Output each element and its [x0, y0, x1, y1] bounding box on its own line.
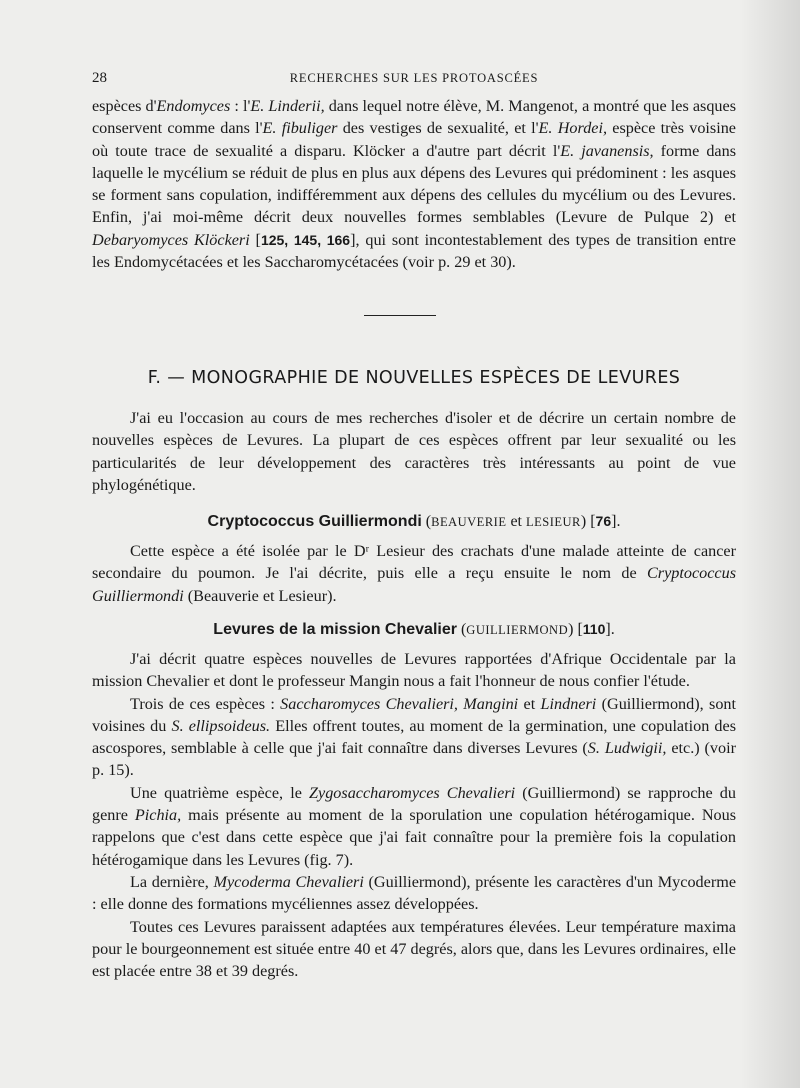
chevalier-paragraph-4 [92, 871, 736, 916]
italic-run: Mycoderma Chevalieri [213, 872, 364, 891]
text-run: forme dans laquelle le mycélium se réduit de plus en plus aux dépens des Levures qui prédominent : les asques se forment sans copulation, indifféremment aux dépens des cellules du mycélium ou des Levures. Enfin, j'ai moi-même décrit deux nouvelles formes semblables (Levure de Pulque 2) et [92, 141, 736, 227]
citation-ref: 76 [595, 513, 612, 529]
separator-rule [364, 315, 436, 316]
citation-ref: 125, 145, 166 [260, 231, 351, 248]
section-intro-text: J'ai eu l'occasion au cours de mes recherches d'isoler et de décrire un certain nombre de nouvelles espèces de Levures. La plupart de ces espèces offrent par leur sexualité ou les particularités de leur développement des caractères très intéressants au point de vue phylogénétique. [92, 409, 736, 494]
chevalier-paragraph-3 [92, 782, 736, 871]
text-run: ]. [611, 513, 621, 530]
chevalier-body [92, 648, 736, 982]
text-run: Cette espèce a été isolée par le Dʳ Lesieur des crachats d'une malade atteinte de cancer secondaire du poumon. Je l'ai décrite, puis elle a reçu ensuite le nom de [92, 542, 736, 583]
text-run: et [506, 513, 526, 530]
page-edge-shadow [740, 0, 800, 1088]
text-run: et [518, 694, 541, 713]
chevalier-paragraph-1: J'ai décrit quatre espèces nouvelles de Levures rapportées d'Afrique Occidentale par la mission Chevalier et dont le professeur Mangin nous a fait l'honneur de nous confier l'étude. [92, 650, 736, 691]
text-run: Une quatrième espèce, le [130, 783, 310, 802]
text-run: Elles offrent toutes, au moment de la germination, une copulation des ascospores, semblable à celle que j'ai fait connaître dans diverses Levures ( [92, 716, 736, 758]
chevalier-paragraph-2 [92, 693, 736, 782]
subheading-chevalier [92, 621, 736, 639]
author-name: GUILLIERMOND [466, 623, 569, 637]
cryptococcus-text [92, 540, 736, 607]
text-run: mais présente au moment de la sporulation une copulation hétérogamique. Nous rappelons que c'est dans cette espèce que j'ai fait connaître pour la première fois la copulation hétérogamique dans les Levures (fig. 7). [92, 806, 736, 869]
text-run: dans lequel notre élève, M. Mangenot, a montré que les asques conservent comme dans l' [92, 97, 736, 138]
text-run: [ [249, 230, 261, 249]
chevalier-paragraph-5: Toutes ces Levures paraissent adaptées aux températures élevées. Leur température maxima pour le bourgeonnement est située entre 40 et 47 degrés, alors que, dans les Levures ordinaires, elle est placée entre 38 et 39 degrés. [92, 917, 736, 981]
italic-run: Debaryomyces Klöckeri [92, 230, 250, 249]
section-title: F. — MONOGRAPHIE DE NOUVELLES ESPÈCES DE LEVURES [147, 368, 681, 388]
text-run: ( [421, 513, 432, 530]
italic-run: S. ellipsoideus. [171, 716, 271, 735]
page-number: 28 [92, 70, 107, 86]
citation-ref: 110 [582, 621, 606, 637]
italic-run: S. Ludwigii, [587, 739, 667, 758]
italic-run: Lindneri [540, 694, 597, 713]
text-run: ) [ [580, 513, 596, 530]
intro-text [92, 95, 736, 273]
subheading-cryptococcus [92, 513, 736, 531]
text-run: (Guilliermond) se rapproche du genre [92, 783, 736, 825]
italic-run: Saccharomyces Chevalieri, Mangini [280, 694, 519, 713]
text-run: espèces d' [92, 97, 157, 115]
italic-run: E. fibuliger [262, 119, 338, 138]
text-run: ) [ [568, 621, 583, 638]
text-run: La dernière, [130, 872, 214, 891]
text-run: des vestiges de sexualité, et l' [337, 119, 539, 138]
italic-run: E. javanensis, [560, 141, 654, 160]
italic-run: E. Hordei, [538, 119, 608, 138]
italic-run: Endomyces [156, 97, 231, 115]
text-run: etc.) (voir p. 15). [92, 739, 736, 780]
author-name: BEAUVERIE [431, 515, 507, 529]
italic-run: Cryptococcus Guilliermondi [92, 564, 736, 605]
page-header [92, 70, 736, 92]
italic-run: Pichia, [134, 806, 182, 825]
text-run: Trois de ces espèces : [130, 694, 281, 713]
text-run: (Beauverie et Lesieur). [183, 586, 337, 605]
text-run: (Guilliermond), sont voisines du [92, 694, 737, 735]
section-intro [92, 407, 736, 496]
text-run: : l' [230, 97, 251, 115]
text-run: (Guilliermond), présente les caractères d'un Mycoderme : elle donne des formations mycéliennes assez développées. [92, 872, 737, 914]
text-run: espèce très voisine où toute trace de sexualité a disparu. Klöcker a d'autre part décrit l' [92, 119, 736, 160]
italic-run: E. Linderii, [250, 97, 325, 115]
running-title: RECHERCHES SUR LES PROTOASCÉES [289, 71, 539, 85]
cryptococcus-paragraph [92, 540, 736, 607]
text-run: ], qui sont incontestablement des types de transition entre les Endomycétacées et les Saccharomycétacées (voir p. 29 et 30). [92, 230, 736, 272]
intro-paragraph [92, 95, 736, 273]
text-run: ]. [605, 621, 615, 638]
author-name: LESIEUR [526, 515, 581, 529]
text-run: ( [456, 621, 467, 638]
section-name: Levures de la mission Chevalier [213, 621, 457, 638]
italic-run: Zygosaccharomyces Chevalieri [309, 783, 516, 802]
species-name: Cryptococcus Guilliermondi [207, 513, 422, 530]
